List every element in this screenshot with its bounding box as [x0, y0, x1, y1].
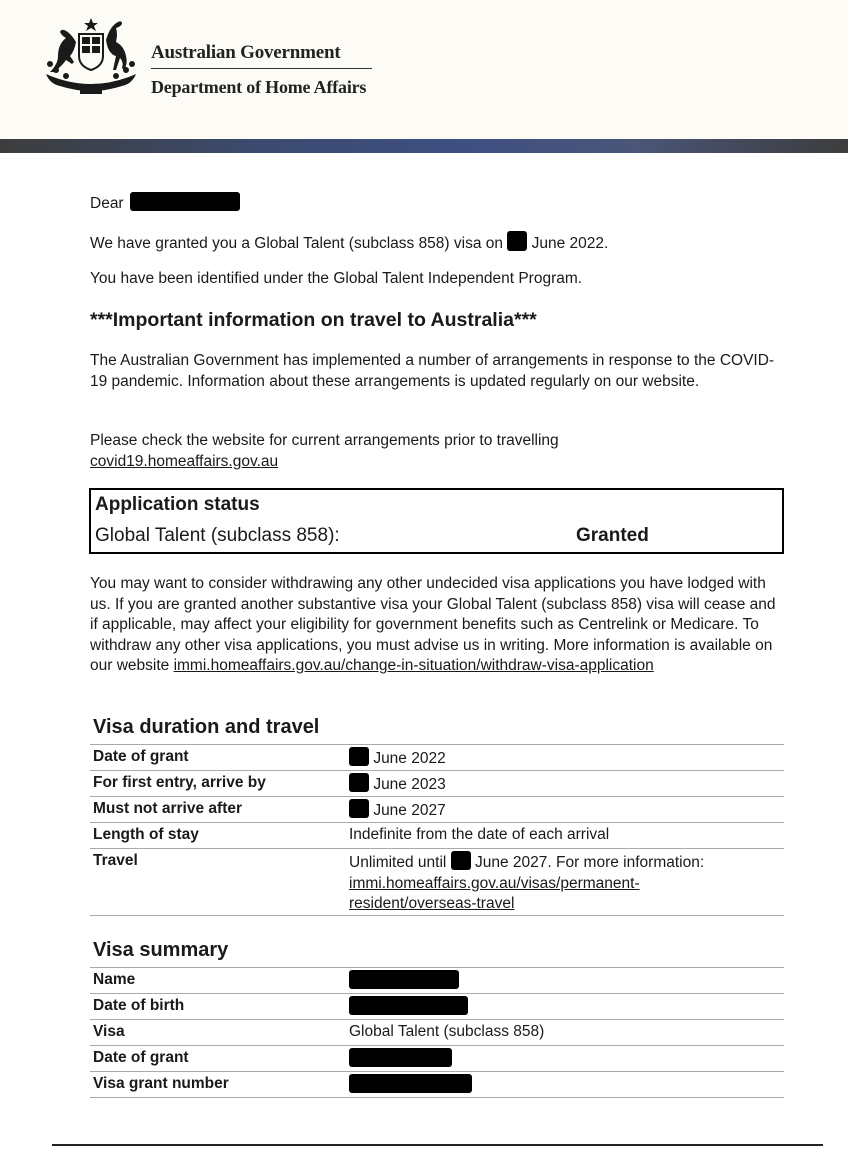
- table-row: [90, 1072, 784, 1098]
- header-band: [0, 139, 848, 153]
- row-value: [349, 773, 769, 796]
- identified-text: You have been identified under the Global Talent Independent Program.: [90, 270, 583, 287]
- redacted-value: [349, 970, 459, 989]
- table-row: [90, 849, 784, 916]
- redacted-day: [349, 799, 369, 818]
- government-name: Australian Government: [151, 42, 341, 63]
- row-value: [349, 799, 769, 822]
- summary-table: [90, 967, 784, 1098]
- redacted-value: [349, 1074, 472, 1093]
- row-value: [349, 970, 769, 993]
- row-value: Global Talent (subclass 858): [349, 1023, 545, 1040]
- redacted-value: [349, 996, 468, 1015]
- salutation-line: [90, 192, 240, 215]
- row-key: For first entry, arrive by: [93, 774, 266, 791]
- table-row: [90, 797, 784, 823]
- redacted-day: [349, 747, 369, 766]
- table-row: [90, 823, 784, 849]
- withdraw-paragraph: [90, 574, 782, 677]
- letterhead: [0, 0, 848, 139]
- row-value-text: June 2027: [373, 802, 446, 819]
- status-value: Granted: [576, 525, 649, 546]
- row-value: [349, 1074, 769, 1097]
- table-row: [90, 968, 784, 994]
- status-title: Application status: [95, 494, 260, 515]
- footer-divider: [52, 1144, 823, 1146]
- travel-link[interactable]: immi.homeaffairs.gov.au/visas/permanent-resident/overseas-travel: [349, 874, 640, 912]
- table-row: [90, 1046, 784, 1072]
- row-key: Visa: [93, 1023, 125, 1040]
- row-value: [349, 996, 769, 1019]
- check-paragraph: [90, 431, 780, 472]
- grant-prefix: We have granted you a Global Talent (subclass 858) visa on: [90, 235, 504, 252]
- header-divider: [151, 68, 372, 69]
- row-key: Date of grant: [93, 1049, 189, 1066]
- grant-line: [90, 231, 608, 255]
- important-heading: ***Important information on travel to Australia***: [90, 309, 537, 331]
- duration-table: [90, 744, 784, 916]
- table-row: [90, 994, 784, 1020]
- redacted-day: [349, 773, 369, 792]
- row-key: Visa grant number: [93, 1075, 229, 1092]
- row-key: Name: [93, 971, 136, 988]
- redacted-day: [451, 851, 471, 870]
- row-value: Indefinite from the date of each arrival: [349, 826, 610, 843]
- row-value-text: June 2022: [373, 750, 446, 767]
- row-value-text: Unlimited until: [349, 854, 447, 871]
- redacted-value: [349, 1048, 452, 1067]
- coat-of-arms-icon: [36, 18, 146, 98]
- redacted-day: [507, 231, 527, 251]
- table-row: [90, 745, 784, 771]
- covid-link[interactable]: covid19.homeaffairs.gov.au: [90, 452, 279, 470]
- check-text: Please check the website for current arrangements prior to travelling: [90, 432, 559, 449]
- row-value: [349, 851, 769, 915]
- row-value-text: June 2027. For more information:: [474, 854, 705, 871]
- row-key: Travel: [93, 852, 138, 869]
- department-name: Department of Home Affairs: [151, 77, 367, 97]
- row-value: [349, 1048, 769, 1071]
- grant-suffix: June 2022.: [531, 235, 609, 252]
- table-row: [90, 771, 784, 797]
- row-key: Must not arrive after: [93, 800, 243, 817]
- summary-heading: Visa summary: [93, 939, 229, 961]
- withdraw-text: You may want to consider withdrawing any other undecided visa applications you have lodged with us. If you are granted another substantive visa your Global Talent (subclass 858) visa will cease and if applicable, may affect your eligibility for government benefits such as Centrelink or Medicare. To withdraw any other visa applications, you must advise us in writing. More information is available on our website: [90, 575, 776, 674]
- salutation: Dear: [90, 195, 124, 212]
- withdraw-link[interactable]: immi.homeaffairs.gov.au/change-in-situation/withdraw-visa-application: [173, 657, 654, 674]
- row-value-text: June 2023: [373, 776, 446, 793]
- covid-paragraph: The Australian Government has implemented a number of arrangements in response to the COVID-19 pandemic. Information about these arrangements is updated regularly on our website.: [90, 352, 775, 390]
- duration-heading: Visa duration and travel: [93, 716, 320, 738]
- row-value: [349, 747, 769, 770]
- row-key: Date of grant: [93, 748, 189, 765]
- row-key: Date of birth: [93, 997, 185, 1014]
- status-label: Global Talent (subclass 858):: [95, 525, 340, 546]
- row-key: Length of stay: [93, 826, 199, 843]
- table-row: [90, 1020, 784, 1046]
- application-status-box: [89, 488, 784, 554]
- redacted-name: [130, 192, 240, 211]
